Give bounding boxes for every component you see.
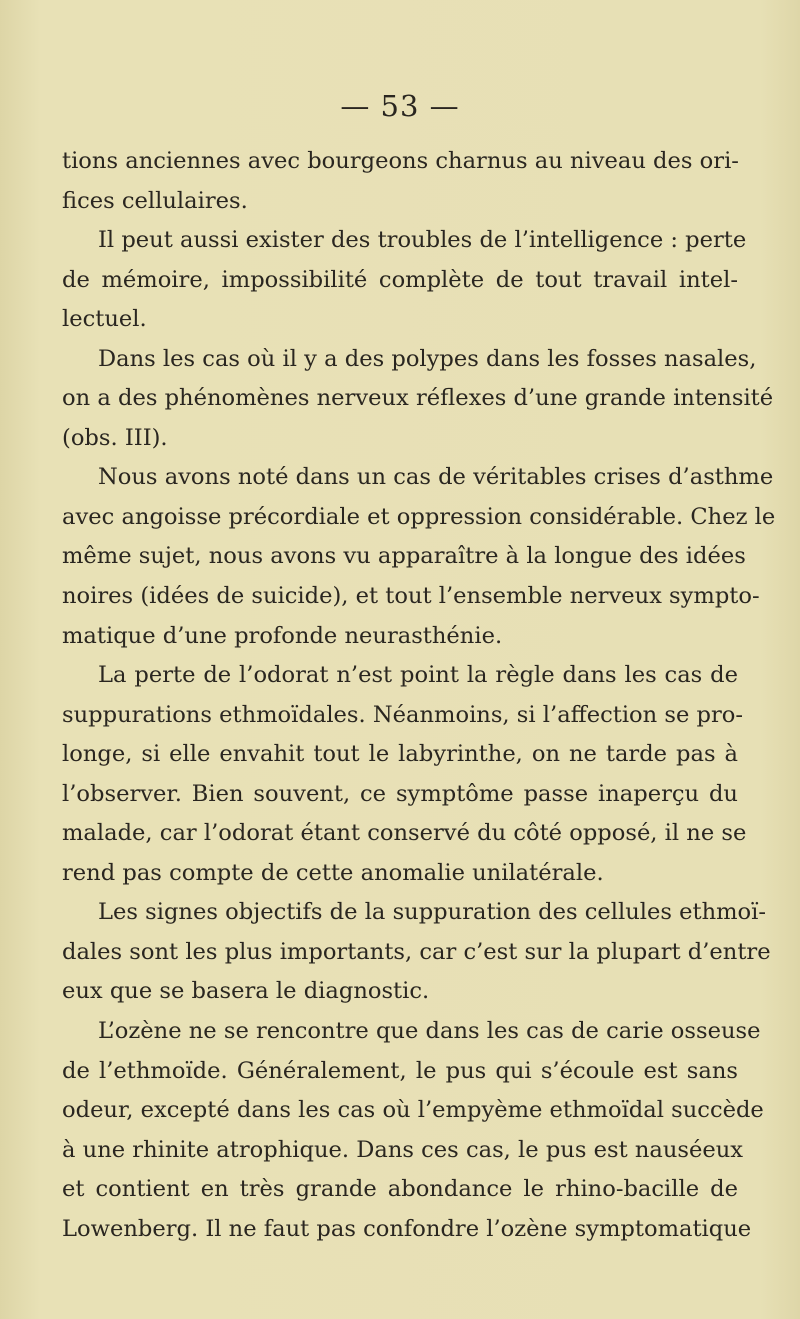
text-line: longe, si elle envahit tout le labyrinthe, on ne tarde pas à — [62, 741, 738, 768]
text-line: avec angoisse précordiale et oppression considérable. Chez le — [62, 503, 776, 530]
text-line: noires (idées de suicide), et tout l’ensemble nerveux sympto- — [62, 583, 760, 610]
text-line: L’ozène ne se rencontre que dans les cas de carie osseuse — [98, 1018, 761, 1045]
text-line: Dans les cas où il y a des polypes dans les fosses nasales, — [98, 345, 757, 372]
text-line: odeur, excepté dans les cas où l’empyème ethmoïdal succède — [62, 1097, 764, 1124]
text-line: malade, car l’odorat étant conservé du côté opposé, il ne se — [62, 820, 747, 847]
text-line: de l’ethmoïde. Généralement, le pus qui s’écoule est sans — [62, 1057, 738, 1084]
text-line: Les signes objectifs de la suppuration des cellules ethmoï- — [98, 899, 767, 926]
text-line: La perte de l’odorat n’est point la règle dans les cas de — [98, 662, 738, 689]
text-line: Il peut aussi exister des troubles de l’intelligence : perte — [98, 227, 747, 254]
body-text — [62, 142, 776, 1249]
text-line: dales sont les plus importants, car c’est sur la plupart d’entre — [62, 938, 771, 965]
text-line: on a des phénomènes nerveux réflexes d’une grande intensité — [62, 385, 774, 412]
text-line: tions anciennes avec bourgeons charnus au niveau des ori- — [62, 148, 739, 174]
text-line: lectuel. — [62, 306, 147, 333]
text-line: de mémoire, impossibilité complète de tout travail intel- — [62, 266, 738, 293]
page-number: — 53 — — [340, 89, 460, 123]
text-line: Lowenberg. Il ne faut pas confondre l’ozène symptomatique — [62, 1215, 752, 1242]
text-line: fices cellulaires. — [62, 187, 248, 214]
text-line: l’observer. Bien souvent, ce symptôme passe inaperçu du — [62, 780, 738, 807]
text-line: eux que se basera le diagnostic. — [62, 978, 430, 1005]
text-line: et contient en très grande abondance le rhino-bacille de — [62, 1176, 738, 1203]
text-line: à une rhinite atrophique. Dans ces cas, le pus est nauséeux — [62, 1136, 744, 1163]
text-line: (obs. III). — [62, 424, 168, 451]
text-line: matique d’une profonde neurasthénie. — [62, 622, 503, 649]
text-line: même sujet, nous avons vu apparaître à la longue des idées — [62, 543, 746, 570]
text-line: suppurations ethmoïdales. Néanmoins, si l’affection se pro- — [62, 701, 744, 728]
text-line: rend pas compte de cette anomalie unilatérale. — [62, 859, 604, 886]
text-line: Nous avons noté dans un cas de véritables crises d’asthme — [98, 464, 774, 491]
